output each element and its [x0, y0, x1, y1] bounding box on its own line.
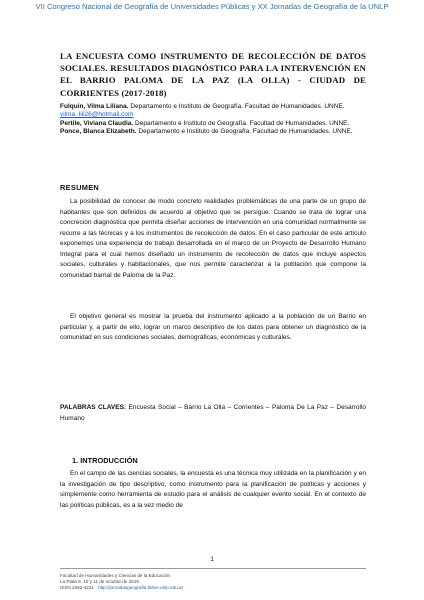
- paper-title: LA ENCUESTA COMO INSTRUMENTO DE RECOLECCIÓN DE DATOS SOCIALES. RESULTADOS DIAGNÓSTICO PARA LA INTERVENCIÓN EN EL BARRIO PALOMA DE LA PAZ (LA OLLA) - CIUDAD DE CORRIENTES (2017-2018): [60, 51, 366, 98]
- keywords-label: PALABRAS CLAVES:: [60, 404, 127, 411]
- author-3: [60, 128, 366, 136]
- keywords-text: Encuesta Social – Barrio La Olla – Corrientes – Paloma De La Paz – Desarrollo Humano: [60, 404, 367, 422]
- introduction-paragraph-1: En el campo de las ciencias sociales, la encuesta es una técnica muy utilizada en la planificación y en la investigación de tipo descriptivo, como instrumento para la planificación de políticas y acciones y simplemente como herramienta de estudio para el análisis de cualquier evento social. En el contexto de las políticas públicas, es a la vez medio de: [60, 470, 366, 509]
- author-1-email-link[interactable]: vilma_lili26@hotmail.com: [60, 111, 134, 119]
- author-3-name: Ponce, Blanca Elizabeth.: [60, 128, 137, 136]
- congress-header: VII Congreso Nacional de Geografía de Universidades Públicas y XX Jornadas de Geografía de la UNLP: [35, 2, 389, 11]
- introduction-heading: 1. INTRODUCCIÓN: [72, 456, 138, 465]
- author-2-affiliation: Departamento e Instituto de Geografía. Facultad de Humanidades. UNNE.: [135, 119, 350, 127]
- author-2: [60, 120, 366, 128]
- author-1-affiliation: Departamento e Instituto de Geografía. Facultad de Humanidades. UNNE.: [130, 103, 345, 110]
- resumen-paragraph-2: El objetivo general es mostrar la prueba del instrumento aplicado a la población de un Barrio en particular y, a partir de ello, lograr un marco descriptivo de los datos para obtener un diagnóstico de la comunidad en sus condiciones sociales, demográficas, económicas y culturales.: [60, 313, 366, 341]
- resumen-heading: RESUMEN: [60, 183, 100, 192]
- author-2-name: Pertile, Viviana Claudia.: [60, 119, 134, 127]
- author-3-affiliation: Departamento e Instituto de Geografía. Facultad de Humanidades. UNNE.: [138, 128, 353, 136]
- author-1-name: Fulquin, Vilma Liliana.: [60, 103, 129, 110]
- authors-block: [60, 103, 366, 137]
- keywords: [60, 403, 366, 424]
- footer-date: La Plata 9, 10 y 11 de octubre de 2019: [60, 579, 139, 584]
- footer-issn-text: ISSN 2362-4231 ·: [60, 585, 97, 590]
- footer-divider: [60, 568, 366, 569]
- footer: [60, 573, 366, 591]
- footer-faculty: Facultad de Humanidades y Ciencias de la Educación: [60, 573, 171, 578]
- resumen-paragraph-1: La posibilidad de conocer de modo concreto realidades problemáticas de una parte de un grupo de habitantes que son definidos de acuerdo al objetivo que se persigue. Cuando se trata de lograr una concreción diagnóstica que permita diseñar acciones de intervención en una comunidad normalmente se recurre a las técnicas y a los instrumentos de recolección de datos. En el caso particular de este artículo exponemos una experiencia de trabajo desarrollada en el marco de un Proyecto de Desarrollo Humano Integral para el cual hemos diseñado un instrumento de recolección de datos que incluye aspectos sociales, culturales y habitacionales, que nos permite caracterizar a la población que compone la comunidad barrial de Paloma de la Paz.: [60, 198, 366, 279]
- footer-url-link[interactable]: http://jornadasgeografia.fahce.unlp.edu.ar: [98, 585, 184, 590]
- footer-issn: [60, 585, 366, 591]
- author-1: [60, 103, 366, 120]
- page-number: 1: [210, 556, 214, 563]
